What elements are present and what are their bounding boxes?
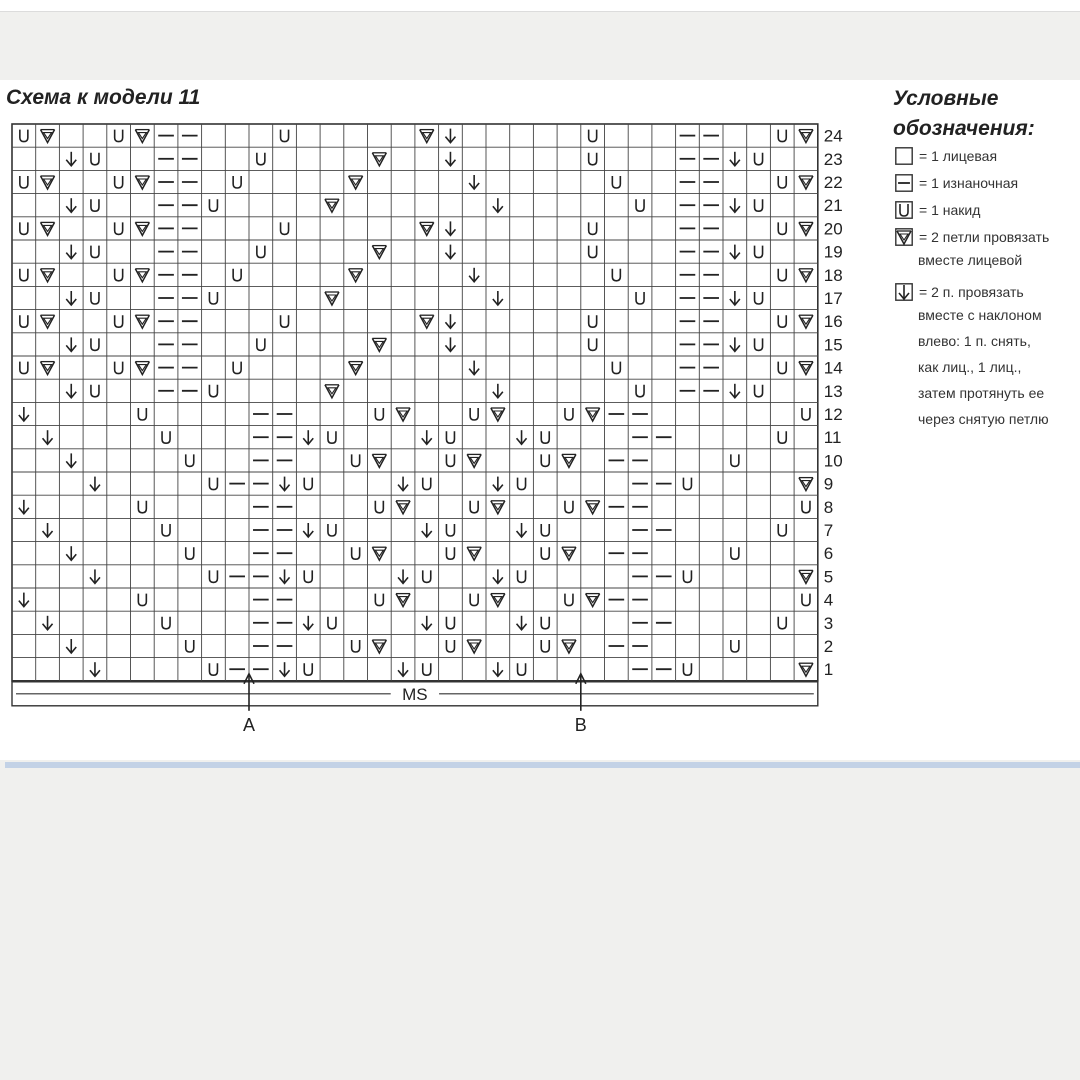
marker-b-label: B	[574, 714, 587, 735]
legend-text: = 2 петли провязать	[919, 229, 1050, 245]
row-number-label: 22	[823, 173, 843, 192]
row-number-label: 3	[823, 613, 834, 633]
row-number-label: 13	[823, 381, 843, 401]
ms-label: MS	[402, 684, 428, 704]
content-panel	[0, 80, 1080, 760]
row-number-label: 1	[823, 660, 834, 680]
row-number-label: 7	[823, 521, 834, 540]
row-number-label: 6	[823, 544, 834, 564]
row-number-label: 10	[823, 451, 843, 471]
legend-text-continued: влево: 1 п. снять,	[918, 333, 1031, 349]
yarn-over-icon	[895, 201, 913, 219]
legend-text: = 1 накид	[919, 202, 981, 218]
knitting-chart	[0, 80, 890, 760]
row-number-label: 9	[823, 474, 834, 494]
row-number-label: 5	[823, 567, 834, 587]
row-number-label: 17	[823, 289, 843, 308]
row-number-label: 18	[823, 265, 843, 285]
row-number-label: 12	[823, 405, 843, 424]
k2tog-icon	[895, 228, 913, 246]
row-number-label: 20	[823, 219, 843, 239]
row-number-label: 19	[823, 242, 843, 262]
legend-text: = 1 лицевая	[919, 148, 998, 164]
row-number-label: 24	[823, 126, 843, 146]
row-number-label: 16	[823, 312, 843, 332]
marker-a-label: A	[242, 714, 256, 735]
row-number-label: 15	[823, 335, 843, 355]
legend-text-continued: затем протянуть ее	[918, 385, 1045, 401]
legend-title-line2: обозначения:	[893, 117, 1035, 140]
empty-square-icon	[895, 147, 913, 165]
legend-title	[893, 84, 1078, 144]
chart-title: Схема к модели 11	[6, 86, 201, 109]
down-arrow-icon	[895, 283, 913, 301]
row-number-label: 14	[823, 358, 843, 378]
dash-icon	[895, 174, 913, 192]
row-number-label: 11	[823, 428, 842, 448]
row-number-label: 21	[823, 196, 843, 216]
legend-text-continued: через снятую петлю	[918, 411, 1049, 427]
row-number-label: 23	[823, 149, 843, 169]
legend-text: = 2 п. провязать	[919, 284, 1024, 300]
row-number-label: 4	[823, 590, 834, 610]
legend-text-continued: вместе с наклоном	[918, 307, 1042, 323]
legend-text-continued: вместе лицевой	[918, 252, 1023, 268]
top-divider	[0, 11, 1080, 12]
legend-title-line1: Условные	[893, 87, 999, 110]
row-number-label: 8	[823, 497, 834, 517]
row-number-label: 2	[823, 637, 834, 656]
section-divider	[5, 762, 1080, 768]
legend-text-continued: как лиц., 1 лиц.,	[918, 359, 1022, 375]
legend-text: = 1 изнаночная	[919, 175, 1019, 191]
